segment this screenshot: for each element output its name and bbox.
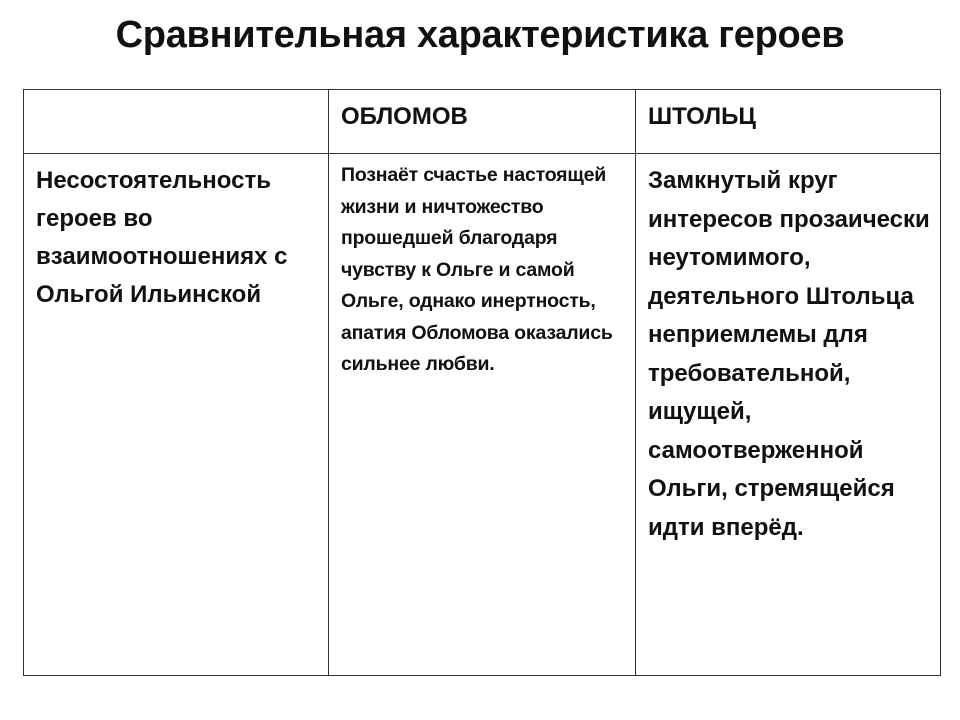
header-cell-stolz	[636, 90, 941, 154]
aspect-cell	[24, 154, 329, 676]
aspect-text: Несостоятельность героев во взаимоотношениях с Ольгой Ильинской	[36, 167, 288, 308]
header-label-aspect	[24, 90, 328, 103]
oblomov-text: Познаёт счастье настоящей жизни и ничтожество прошедшей благодаря чувству к Ольге и самой Ольге, однако инертность, апатия Обломова оказались сильнее любви.	[341, 164, 613, 375]
table-row	[24, 154, 941, 676]
comparison-table	[23, 89, 941, 676]
oblomov-cell	[329, 154, 636, 676]
slide-title: Сравнительная характеристика героев	[115, 14, 845, 56]
table-header-row	[24, 90, 941, 154]
header-cell-oblomov	[329, 90, 636, 154]
stolz-text: Замкнутый круг интересов прозаически неутомимого, деятельного Штольца неприемлемы для требовательной, ищущей, самоотверженной Ольги, стремящейся идти вперёд.	[648, 167, 930, 541]
header-label-oblomov: ОБЛОМОВ	[341, 103, 468, 130]
stolz-cell	[636, 154, 941, 676]
header-cell-empty	[24, 90, 329, 154]
header-label-stolz: ШТОЛЬЦ	[648, 103, 756, 130]
